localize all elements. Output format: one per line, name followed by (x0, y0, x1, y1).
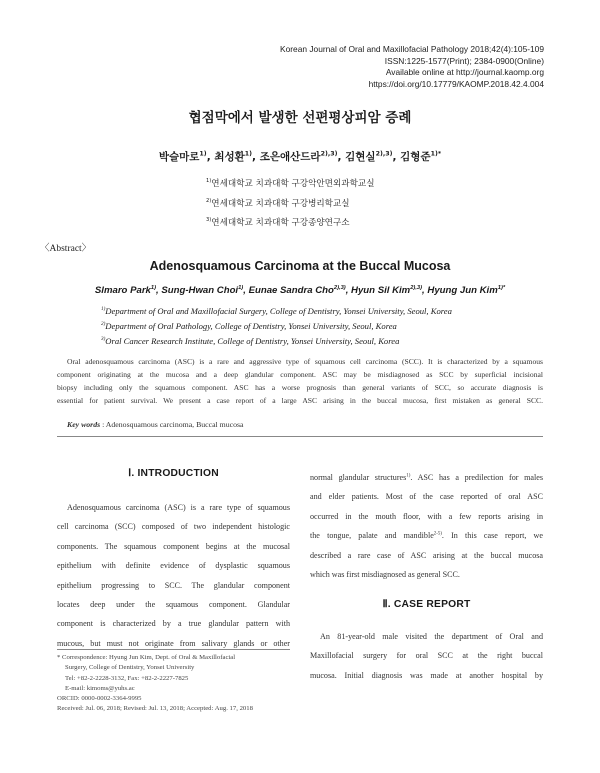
right-column-line (310, 468, 543, 487)
english-author-name: Slmaro Park (94, 285, 151, 296)
korean-affiliation-sup: 1) (206, 178, 212, 185)
footnote-divider (57, 649, 290, 650)
korean-author-sup: 1) (199, 150, 207, 158)
english-author-sep: , (422, 285, 428, 296)
english-affiliation-sup: 3) (101, 336, 106, 343)
english-affiliation (101, 319, 452, 334)
keywords-divider (57, 436, 543, 437)
english-affiliation (101, 334, 452, 349)
korean-author-sep: , (206, 151, 215, 163)
korean-affiliation-text: 연세대학교 치과대학 구강병리학교실 (211, 198, 350, 209)
right-column-line (310, 526, 543, 545)
footnote-line: E-mail: kimoms@yuhs.ac (65, 684, 135, 692)
korean-affiliation (206, 195, 375, 215)
journal-doi[interactable]: https://doi.org/10.17779/KAOMP.2018.42.4.004 (368, 78, 544, 89)
journal-url[interactable]: Available online at http://journal.kaomp.org (385, 67, 544, 77)
english-affiliation-text: Department of Oral Pathology, College of Dentistry, Yonsei University, Seoul, Korea (105, 321, 397, 331)
right-column-line (310, 565, 543, 584)
case-report-line: mucosa. Initial diagnosis was made at another hospital by (310, 670, 543, 680)
case-report-body (310, 627, 543, 685)
introduction-line: mucous, but must not originate from salivary glands or other (57, 638, 290, 648)
keywords-text: Adenosquamous carcinoma, Buccal mucosa (105, 420, 244, 429)
right-column-line (310, 546, 543, 565)
korean-affiliations (206, 175, 375, 234)
korean-author-name: 김현실 (345, 151, 376, 163)
english-author-sup: 2),3) (410, 284, 423, 291)
right-column-text: and elder patients. Most of the case reported of oral ASC (310, 492, 543, 502)
english-author-name: Hyun Sil Kim (351, 285, 411, 296)
korean-author-sup: 1)* (430, 150, 442, 158)
korean-author-name: 박슬마로 (158, 151, 200, 163)
korean-author-sup: 2),3) (375, 150, 393, 158)
introduction-line: component is characterized by a true glandular pattern with (57, 619, 290, 629)
introduction-heading: Ⅰ. INTRODUCTION (128, 468, 219, 479)
right-column-line (310, 507, 543, 526)
english-affiliation-sup: 1) (101, 306, 106, 313)
english-affiliation-sup: 2) (101, 321, 106, 328)
abstract-line: Oral adenosquamous carcinoma (ASC) is a rare and aggressive type of squamous cell carcinoma (SCC). It is characterized by a squamous (67, 357, 543, 366)
korean-affiliation-text: 연세대학교 치과대학 구강종양연구소 (211, 218, 350, 228)
english-author-name: Hyung Jun Kim (427, 285, 498, 296)
korean-affiliation-sup: 3) (206, 217, 212, 224)
korean-author-sup: 1) (244, 150, 253, 158)
journal-citation: Korean Journal of Oral and Maxillofacial Pathology 2018;42(4):105-109 (280, 44, 544, 54)
footnote-line: Surgery, College of Dentistry, Yonsei University (65, 664, 195, 672)
english-title: Adenosquamous Carcinoma at the Buccal Mucosa (149, 259, 451, 273)
english-author-name: Eunae Sandra Cho (248, 285, 334, 296)
english-affiliations (101, 304, 452, 349)
korean-affiliation-sup: 2) (206, 197, 212, 204)
english-author-sup: 1) (238, 284, 244, 291)
korean-author-sup: 2),3) (320, 150, 338, 158)
korean-affiliation (206, 214, 375, 234)
english-author-name: Sung-Hwan Choi (161, 285, 239, 296)
korean-author-sep: , (337, 151, 346, 163)
korean-author-sep: , (392, 151, 401, 163)
english-author-sep: , (345, 285, 352, 296)
citation-sup: 2-5) (433, 531, 442, 537)
right-column-text-rest: . ASC has a predilection for males (410, 473, 543, 482)
right-column-text: which was first misdiagnosed as general SCC. (310, 570, 460, 580)
case-report-heading: Ⅱ. CASE REPORT (382, 599, 471, 610)
right-column-text: normal glandular structures (310, 473, 407, 482)
korean-author-name: 조은애산드라 (259, 151, 321, 163)
introduction-body (57, 498, 290, 653)
introduction-line: locates deep under the squamous component. Glandular (57, 600, 290, 610)
korean-author-sep: , (252, 151, 260, 163)
right-column-text: described a rare case of ASC arising at the buccal mucosa (310, 550, 543, 560)
english-affiliation-text: Department of Oral and Maxillofacial Surgery, College of Dentistry, Yonsei University, Seoul, Korea (105, 306, 452, 316)
keywords-separator: : (100, 420, 106, 429)
right-column-line (310, 487, 543, 506)
abstract-label: 〈Abstract〉 (40, 244, 92, 254)
korean-affiliation (206, 175, 375, 195)
english-author-sup: 1) (150, 284, 157, 291)
right-column-body (310, 468, 543, 584)
introduction-line: cell carcinoma (SCC) composed of two independent histologic (57, 522, 290, 532)
korean-author-name: 최성환 (214, 151, 245, 163)
right-column-text-rest: . In this case report, we (441, 531, 543, 541)
right-column-text: occurred in the mouth floor, with a few reports arising in (310, 511, 543, 521)
journal-issn: ISSN:1225-1577(Print); 2384-0900(Online) (384, 55, 544, 66)
korean-author-name: 김형준 (400, 151, 431, 163)
english-author-sup: 2),3) (333, 284, 346, 291)
footnote-line: * Correspondence: Hyung Jun Kim, Dept. of Oral & Maxillofacial (57, 654, 236, 661)
korean-title: 협점막에서 발생한 선편평상피암 증례 (188, 110, 412, 126)
case-report-line: An 81-year-old male visited the department of Oral and (320, 632, 543, 641)
introduction-line: components. The squamous component begins at the mucosal (57, 541, 290, 551)
footnote-line: Tel: +82-2-2228-3132, Fax: +82-2-2227-7825 (65, 674, 189, 682)
introduction-line: epithelium progressing to SCC. The glandular component (57, 580, 290, 590)
english-author-sep: , (156, 285, 162, 296)
abstract-line: component originating at the mucosa and a deep glandular component. ASC may be misdiagnosed as SCC by superficial incisional (57, 369, 543, 379)
footnote-line: ORCID: 0000-0002-3364-9995 (57, 695, 142, 703)
english-authors (0, 285, 600, 296)
english-author-sep: , (243, 285, 249, 296)
english-affiliation (101, 304, 452, 319)
abstract-text (57, 356, 543, 408)
abstract-line: biopsy including only the squamous component. ASC has a worse prognosis than general variants of SCC, so accurate diagnosis is (57, 382, 543, 392)
english-affiliation-text: Oral Cancer Research Institute, College of Dentistry, Yonsei University, Seoul, Korea (105, 336, 400, 346)
keywords-label: Key words (67, 420, 101, 429)
journal-header (144, 44, 544, 90)
right-column-text: the tongue, palate and mandible (310, 531, 434, 541)
korean-authors (0, 149, 600, 164)
abstract-line: essential for patient survival. We present a case report of a large ASC arising in the buccal mucosa, first mistaken as general SCC. (57, 395, 543, 405)
korean-affiliation-text: 연세대학교 치과대학 구강악안면외과학교실 (211, 179, 375, 189)
keywords (67, 420, 243, 429)
footnote-line: Received: Jul. 06, 2018; Revised: Jul. 13, 2018; Accepted: Aug. 17, 2018 (57, 705, 253, 713)
english-author-sup: 1)* (497, 284, 506, 291)
introduction-line: Adenosquamous carcinoma (ASC) is a rare type of squamous (67, 503, 290, 512)
introduction-line: epithelium with definite evidence of dysplastic squamous (57, 561, 290, 571)
citation-sup: 1) (406, 473, 411, 479)
correspondence-footnote (57, 653, 297, 715)
case-report-line: Maxillofacial surgery for oral SCC at the right buccal (310, 651, 543, 661)
